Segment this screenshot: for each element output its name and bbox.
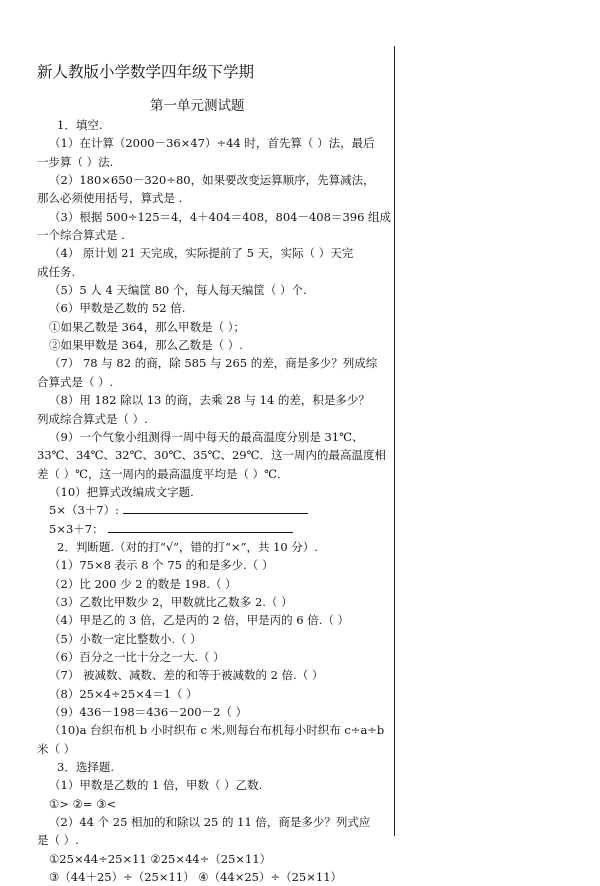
- question-text: （1）75×8 表示 8 个 75 的和是多少.（ ）: [49, 558, 274, 573]
- question-text: 1．填空.: [57, 118, 103, 132]
- question-line: [37, 520, 389, 538]
- question-text: （5）5 人 4 天编筐 80 个，每人每天编筐（ ）个.: [49, 283, 307, 298]
- question-text: 成任务.: [37, 264, 76, 279]
- vertical-divider: [394, 46, 395, 836]
- question-text: 列成综合算式是（ ）.: [37, 411, 148, 426]
- question-line: [37, 244, 389, 262]
- question-text: （9）436－198＝436－200－2（ ）: [49, 705, 248, 719]
- question-line: [37, 446, 389, 464]
- question-text: （8）25×4÷25×4＝1（ ）: [49, 686, 198, 701]
- question-text: ①25×44÷25×11 ②25×44÷（25×11）: [49, 851, 272, 866]
- question-line: [37, 556, 389, 574]
- question-line: [37, 850, 389, 868]
- question-line: [37, 538, 389, 556]
- question-line: [37, 354, 389, 372]
- question-text: 一个综合算式是 .: [37, 228, 125, 243]
- question-text: 米（ ）: [37, 741, 76, 756]
- question-text: （4）甲是乙的 3 倍，乙是丙的 2 倍，甲是丙的 6 倍.（ ）: [49, 613, 350, 628]
- question-line: [37, 868, 389, 886]
- question-text: ①> ②= ③<: [49, 796, 117, 811]
- question-line: [37, 813, 389, 831]
- question-line: [37, 373, 389, 391]
- question-line: [37, 758, 389, 776]
- question-line: [37, 483, 389, 501]
- question-text: 5×3＋7：: [49, 521, 104, 536]
- question-line: [37, 189, 389, 207]
- question-text: （6）甲数是乙数的 52 倍.: [49, 301, 186, 316]
- question-line: [37, 208, 392, 226]
- question-line: [37, 281, 389, 299]
- question-line: [37, 666, 389, 684]
- question-line: [37, 648, 389, 666]
- question-text: （2）比 200 少 2 的数是 198.（ ）: [49, 576, 237, 591]
- question-text: ①如果乙数是 364，那么甲数是（ ）；: [49, 319, 246, 334]
- question-line: [37, 685, 389, 703]
- question-text: 3．选择题.: [57, 760, 114, 775]
- question-line: [37, 776, 389, 794]
- answer-blank-line[interactable]: [108, 520, 293, 533]
- question-line: [37, 336, 389, 354]
- question-text: （4） 原计划 21 天完成，实际提前了 5 天，实际（ ）天完: [49, 246, 354, 261]
- question-line: [37, 391, 389, 409]
- question-line: [37, 153, 389, 171]
- question-text: （6）百分之一比十分之一大.（ ）: [49, 649, 225, 664]
- question-text: 5×（3＋7）:: [49, 503, 119, 518]
- question-line: [37, 171, 389, 189]
- question-text: 33℃、34℃、32℃、30℃、35℃、29℃．这一周内的最高温度相: [37, 448, 386, 463]
- question-text: 那么必须使用括号，算式是 .: [37, 191, 183, 206]
- question-line: [37, 593, 389, 611]
- question-text: （3）乙数比甲数少 2，甲数就比乙数多 2.（ ）: [49, 594, 293, 609]
- question-text: （2）180×650－320÷80，如果要改变运算顺序，先算减法，: [49, 173, 375, 188]
- question-text: 2．判断题.（对的打“√”，错的打“×”，共 10 分）.: [57, 539, 319, 554]
- question-text: 差（ ）℃，这一周内的最高温度平均是（ ）℃.: [37, 466, 281, 481]
- question-text: （2）44 个 25 相加的和除以 25 的 11 倍，商是多少？列式应: [49, 815, 371, 830]
- question-line: [37, 116, 389, 134]
- page-subtitle: 第一单元测试题: [150, 98, 245, 114]
- question-text: （7） 78 与 82 的商，除 585 与 265 的差，商是多少？列成综: [49, 356, 378, 371]
- question-text: （9）一个气象小组测得一周中每天的最高温度分别是 31℃、: [49, 429, 364, 444]
- question-line: [37, 575, 389, 593]
- question-text: （1）甲数是乙数的 1 倍，甲数（ ）乙数.: [49, 778, 263, 793]
- question-line: [37, 410, 389, 428]
- question-text: （1）在计算（2000－36×47）÷44 时，首先算（ ）法，最后: [49, 136, 375, 151]
- question-text: （8）用 182 除以 13 的商，去乘 28 与 14 的差，积是多少？: [49, 393, 370, 408]
- question-text: （5）小数一定比整数小.（ ）: [49, 631, 202, 646]
- question-text: 合算式是（ ）.: [37, 374, 114, 389]
- question-line: [37, 703, 389, 721]
- question-text: 一步算（ ）法.: [37, 154, 114, 169]
- question-line: [37, 465, 389, 483]
- question-text: （10)a 台织布机 b 小时织布 c 米,则每台布机每小时织布 c÷a÷b: [49, 723, 385, 738]
- question-line: [37, 299, 389, 317]
- question-text: ②如果甲数是 364，那么乙数是（ ）.: [49, 338, 243, 353]
- question-text: （10）把算式改编成文字题.: [49, 484, 194, 499]
- question-line: [37, 501, 389, 519]
- question-text: ③（44＋25）÷（25×11） ④（44×25）÷（25×11）: [49, 870, 343, 885]
- question-line: [37, 630, 389, 648]
- question-line: [37, 318, 389, 336]
- question-text: 是（ ）.: [37, 833, 79, 848]
- question-line: [37, 831, 389, 849]
- page-title: 新人教版小学数学四年级下学期: [37, 63, 255, 81]
- question-line: [37, 721, 389, 739]
- question-text: （7） 被减数、减数、差的和等于被减数的 2 倍.（ ）: [49, 668, 324, 683]
- question-line: [37, 226, 389, 244]
- question-line: [37, 795, 389, 813]
- answer-blank-line[interactable]: [123, 501, 308, 514]
- question-line: [37, 134, 389, 152]
- question-lines: [37, 116, 392, 886]
- question-line: [37, 263, 389, 281]
- question-line: [37, 611, 389, 629]
- question-line: [37, 740, 389, 758]
- question-line: [37, 428, 389, 446]
- question-text: （3）根据 500÷125＝4，4＋404＝408，804－408＝396 组成: [49, 209, 392, 224]
